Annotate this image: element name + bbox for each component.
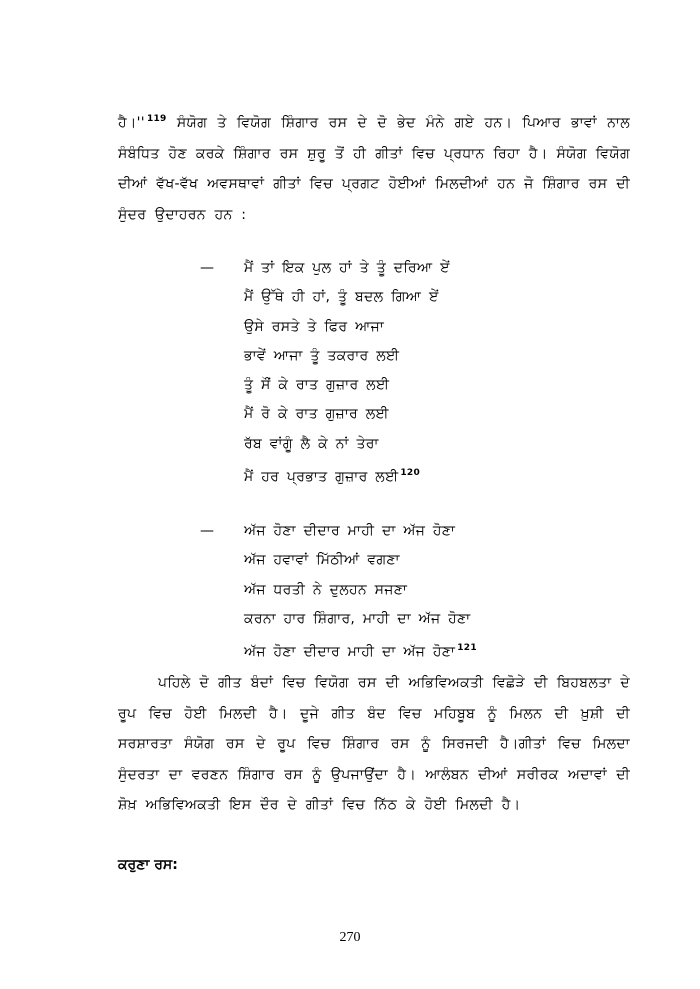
poem-line: ਮੈਂ ਤਾਂ ਇਕ ਪੁਲ ਹਾਂ ਤੇ ਤੂੰ ਦਰਿਆ ਏਂ bbox=[244, 260, 450, 276]
poem-line: ਭਾਵੇਂ ਆਜਾ ਤੂੰ ਤਕਰਾਰ ਲਈ bbox=[244, 347, 400, 364]
poem-line: ਉਸੇ ਰਸਤੇ ਤੇ ਫਿਰ ਆਜਾ bbox=[244, 318, 385, 335]
body-paragraph-1 bbox=[118, 104, 630, 230]
poem-stanza-2 bbox=[200, 517, 477, 667]
poem-line-text: ਮੈਂ ਹਰ ਪ੍ਰਭਾਤ ਗੁਜ਼ਾਰ ਲਈ bbox=[244, 469, 399, 486]
footnote-ref: 120 bbox=[400, 468, 421, 479]
poem-line: ਅੱਜ ਹਵਾਵਾਂ ਮਿੱਠੀਆਂ ਵਗਣਾ bbox=[244, 552, 400, 569]
footnote-ref: 119 bbox=[146, 114, 167, 124]
poem-line: ਅੱਜ ਹੋਣਾ ਦੀਦਾਰ ਮਾਹੀ ਦਾ ਅੱਜ ਹੋਣਾ bbox=[244, 523, 456, 539]
poem-line: ਮੈਂ ਉੱਥੇ ਹੀ ਹਾਂ, ਤੂੰ ਬਦਲ ਗਿਆ ਏਂ bbox=[244, 289, 439, 306]
stanza-dash: — bbox=[200, 523, 214, 539]
poem-line-last bbox=[244, 634, 477, 667]
poem-line-text: ਅੱਜ ਹੋਣਾ ਦੀਦਾਰ ਮਾਹੀ ਦਾ ਅੱਜ ਹੋਣਾ bbox=[244, 644, 456, 661]
body-paragraph-2: ਪਹਿਲੇ ਦੋ ਗੀਤ ਬੰਦਾਂ ਵਿਚ ਵਿਯੋਗ ਰਸ ਦੀ ਅਭਿਵਿਅਕਤੀ ਵਿਛੋੜੇ ਦੀ ਬਿਹਬਲਤਾ ਦੇ ਰੂਪ ਵਿਚ ਹੋਈ ਮਿਲਦੀ ਹੈ। ਦੂਜੇ ਗੀਤ ਬੰਦ ਵਿਚ ਮਹਿਬੂਬ ਨੂੰ ਮਿਲਨ ਦੀ ਖ਼ੁਸ਼ੀ ਦੀ ਸਰਸ਼ਾਰਤਾ ਸੰਯੋਗ ਰਸ ਦੇ ਰੂਪ ਵਿਚ ਸ਼ਿੰਗਾਰ ਰਸ ਨੂੰ ਸਿਰਜਦੀ ਹੈ।ਗੀਤਾਂ ਵਿਚ ਮਿਲਦਾ ਸੁੰਦਰਤਾ ਦਾ ਵਰਣਨ ਸ਼ਿੰਗਾਰ ਰਸ ਨੂੰ ਉਪਜਾਉਂਦਾ ਹੈ। ਆਲੰਬਨ ਦੀਆਂ ਸਰੀਰਕ ਅਦਾਵਾਂ ਦੀ ਸ਼ੋਖ਼ ਅਭਿਵਿਅਕਤੀ ਇਸ ਦੌਰ ਦੇ ਗੀਤਾਂ ਵਿਚ ਨਿੱਠ ਕੇ ਹੋਈ ਮਿਲਦੀ ਹੈ। bbox=[118, 675, 630, 813]
poem-line-last bbox=[244, 459, 450, 492]
poem-stanza-1 bbox=[200, 254, 450, 492]
poem-line: ਅੱਜ ਧਰਤੀ ਨੇ ਦੁਲਹਨ ਸਜਣਾ bbox=[244, 581, 408, 598]
footnote-ref: 121 bbox=[457, 643, 477, 654]
paragraph-lead: ਹੈ।'' bbox=[118, 115, 145, 131]
poem-line: ਤੂੰ ਸੌਂ ਕੇ ਰਾਤ ਗੁਜ਼ਾਰ ਲਈ bbox=[244, 377, 390, 394]
poem-line: ਕਰਨਾ ਹਾਰ ਸ਼ਿੰਗਾਰ, ਮਾਹੀ ਦਾ ਅੱਜ ਹੋਣਾ bbox=[244, 610, 471, 627]
poem-line: ਰੱਬ ਵਾਂਗੂੰ ਲੈ ਕੇ ਨਾਂ ਤੇਰਾ bbox=[244, 435, 379, 452]
stanza-dash: — bbox=[200, 260, 214, 276]
poem-line: ਮੈਂ ਰੋ ਕੇ ਰਾਤ ਗੁਜ਼ਾਰ ਲਈ bbox=[244, 406, 389, 423]
page-number: 270 bbox=[339, 930, 361, 945]
paragraph-text: ਸੰਯੋਗ ਤੇ ਵਿਯੋਗ ਸ਼ਿੰਗਾਰ ਰਸ ਦੇ ਦੋ ਭੇਦ ਮੰਨੇ ਗਏ ਹਨ। ਪਿਆਰ ਭਾਵਾਂ ਨਾਲ ਸੰਬੰਧਿਤ ਹੋਣ ਕਰਕੇ ਸ਼ਿੰਗਾਰ ਰਸ ਸ਼ੁਰੂ ਤੋਂ ਹੀ ਗੀਤਾਂ ਵਿਚ ਪ੍ਰਧਾਨ ਰਿਹਾ ਹੈ। ਸੰਯੋਗ ਵਿਯੋਗ ਦੀਆਂ ਵੱਖ-ਵੱਖ ਅਵਸਥਾਵਾਂ ਗੀਤਾਂ ਵਿਚ ਪ੍ਰਗਟ ਹੋਈਆਂ ਮਿਲਦੀਆਂ ਹਨ ਜੋ ਸ਼ਿੰਗਾਰ ਰਸ ਦੀ ਸੁੰਦਰ ਉਦਾਹਰਨ ਹਨ : bbox=[118, 115, 630, 223]
section-heading: ਕਰੁਣਾ ਰਸ: bbox=[118, 857, 178, 873]
